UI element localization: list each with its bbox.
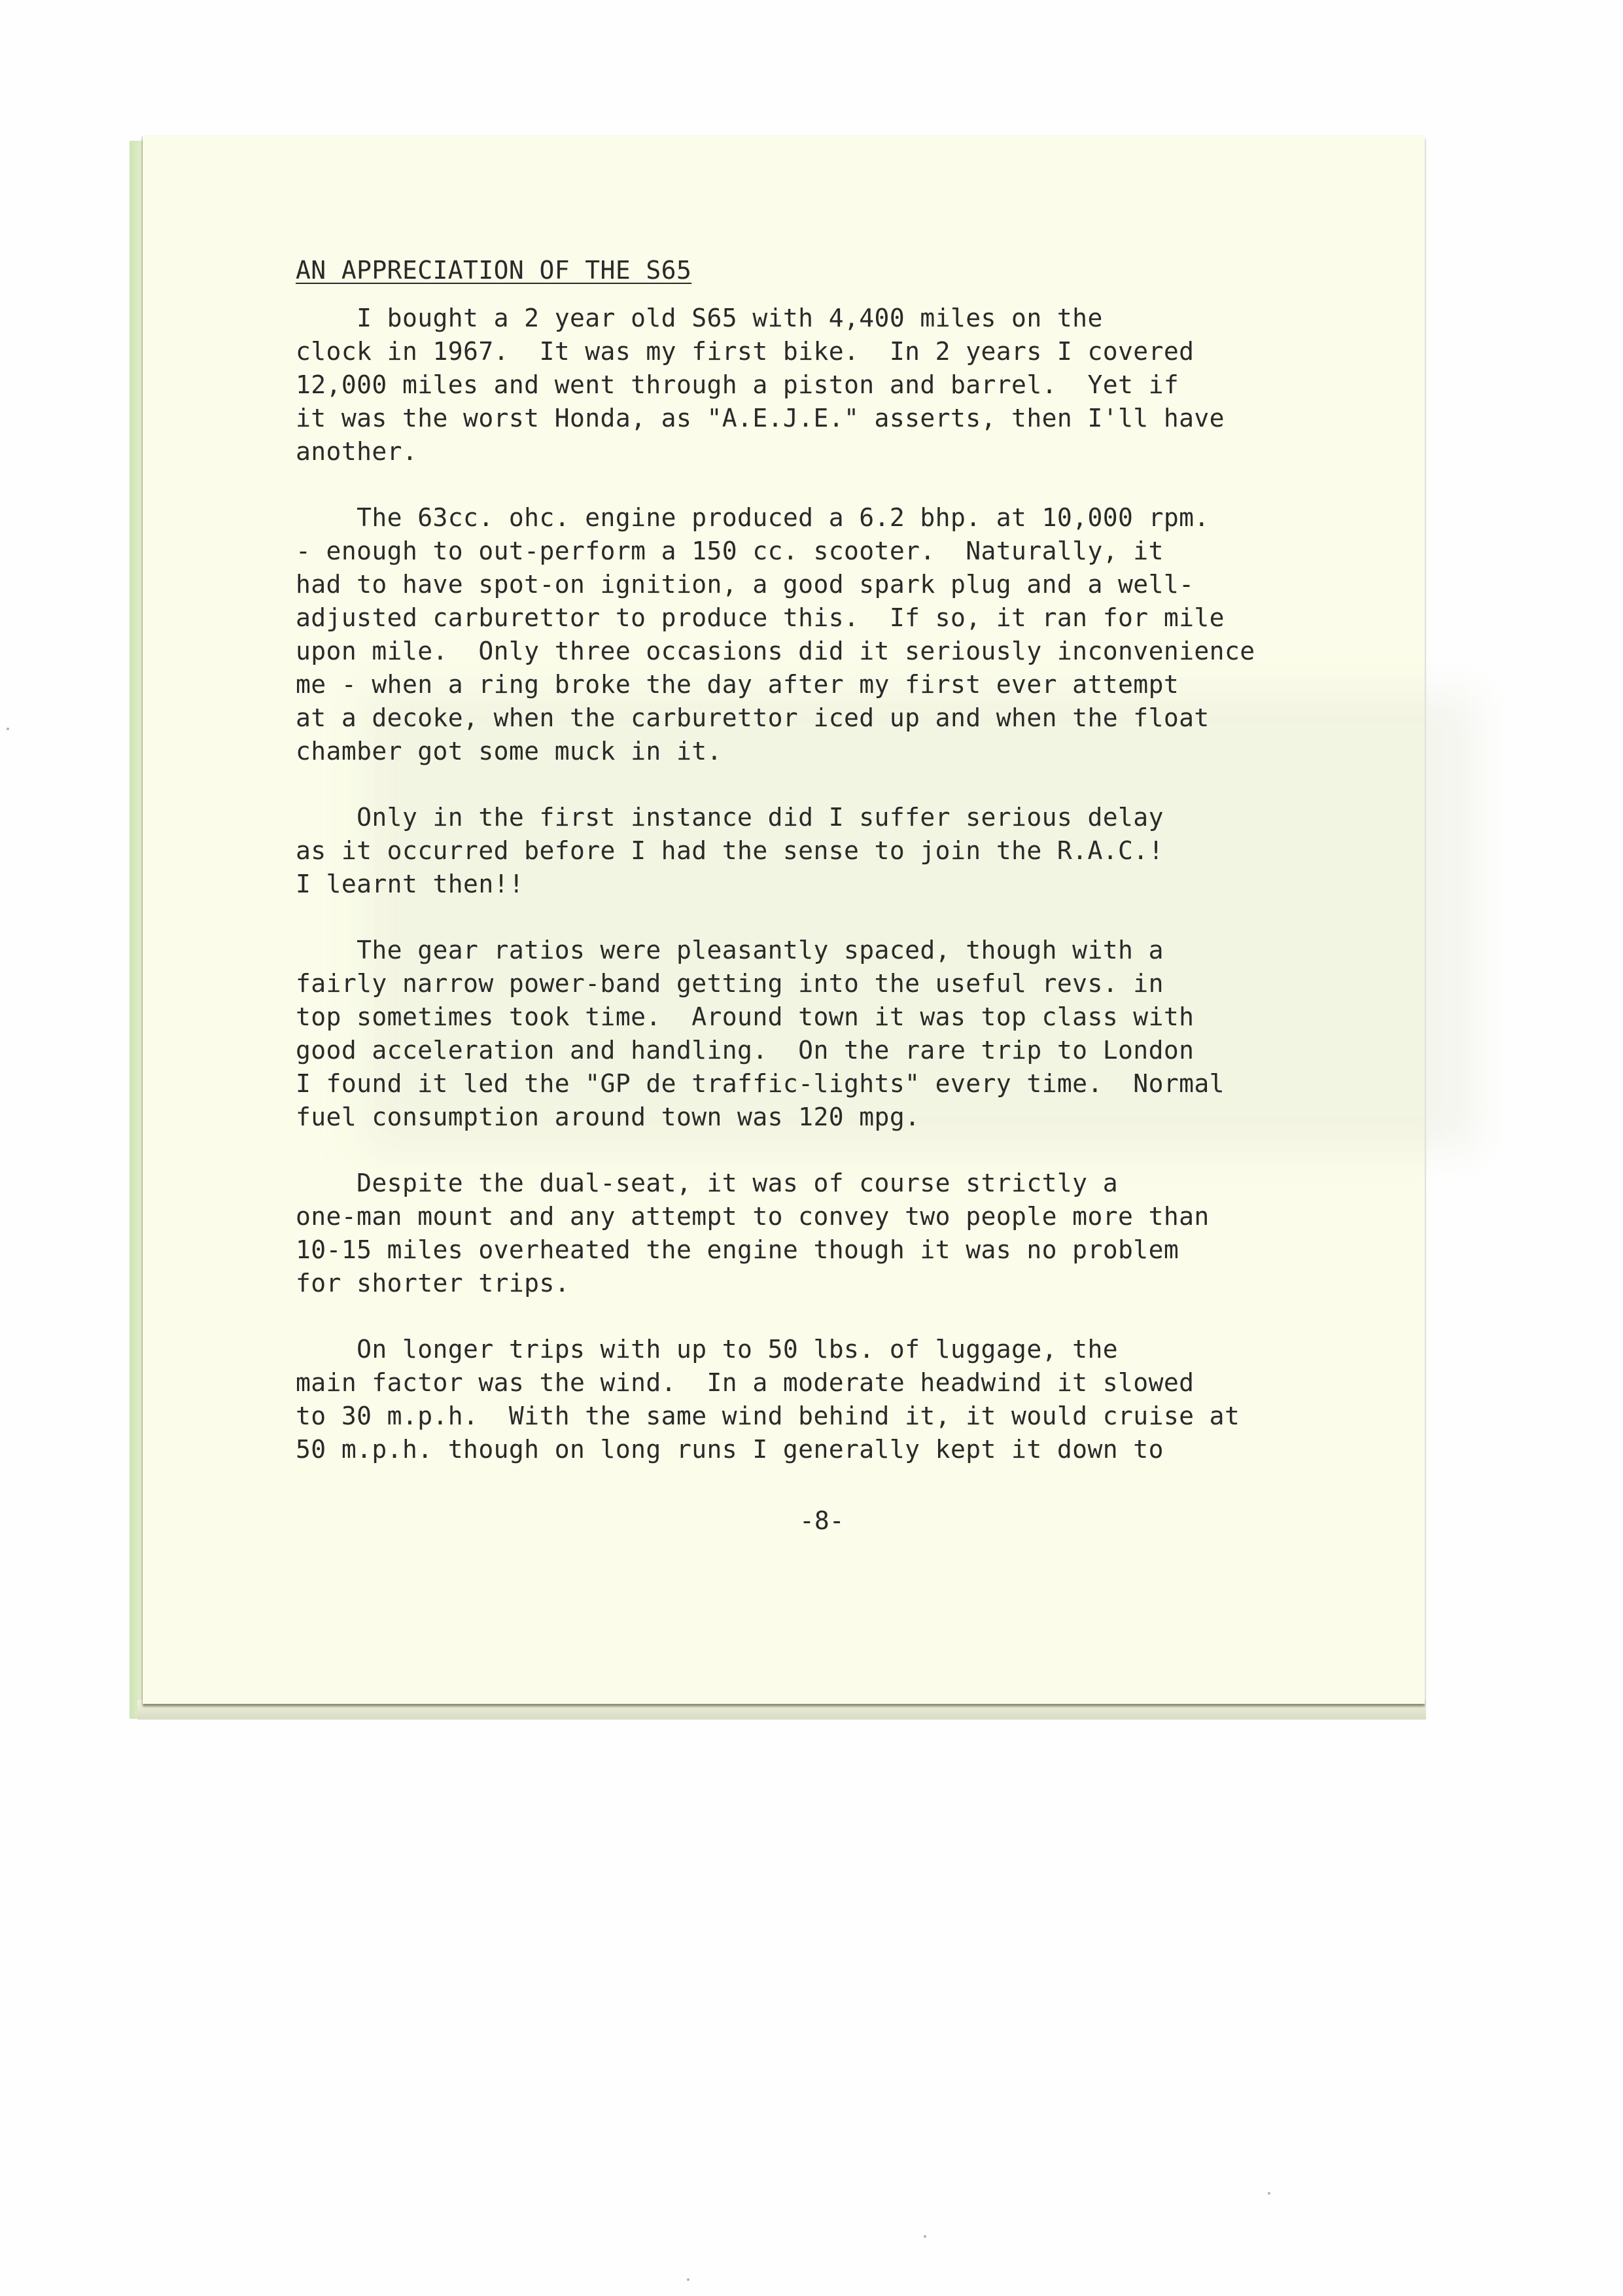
paragraph — [296, 1333, 1355, 1466]
text-line: top sometimes took time. Around town it was top class with — [296, 1002, 1195, 1031]
text-line: Despite the dual-seat, it was of course strictly a — [296, 1169, 1119, 1197]
paragraph — [296, 1167, 1355, 1300]
dust-speck — [687, 2278, 689, 2281]
text-line: at a decoke, when the carburettor iced up and when the float — [296, 703, 1210, 732]
text-line: main factor was the wind. In a moderate headwind it slowed — [296, 1368, 1195, 1397]
text-line: chamber got some muck in it. — [296, 737, 722, 766]
dust-speck — [7, 728, 9, 730]
text-line: I found it led the "GP de traffic-lights" every time. Normal — [296, 1069, 1225, 1098]
text-line: 10-15 miles overheated the engine though it was no problem — [296, 1235, 1179, 1264]
text-line: as it occurred before I had the sense to join the R.A.C.! — [296, 836, 1164, 865]
document-title: AN APPRECIATION OF THE S65 — [296, 256, 692, 285]
paragraph — [296, 801, 1355, 901]
dust-speck — [924, 2235, 926, 2238]
text-line: 50 m.p.h. though on long runs I generally kept it down to — [296, 1435, 1164, 1464]
text-line: fairly narrow power-band getting into the useful revs. in — [296, 969, 1164, 998]
text-line: clock in 1967. It was my first bike. In 2 years I covered — [296, 337, 1195, 366]
text-line: adjusted carburettor to produce this. If so, it ran for mile — [296, 603, 1225, 632]
text-line: The 63cc. ohc. engine produced a 6.2 bhp. at 10,000 rpm. — [296, 503, 1210, 532]
text-line: - enough to out-perform a 150 cc. scooter. Naturally, it — [296, 537, 1164, 565]
document-body — [296, 254, 1355, 1499]
page-number: -8- — [799, 1506, 845, 1535]
text-line: I bought a 2 year old S65 with 4,400 miles on the — [296, 304, 1103, 332]
dust-speck — [1268, 2192, 1270, 2195]
paragraph — [296, 501, 1355, 768]
text-line: On longer trips with up to 50 lbs. of luggage, the — [296, 1335, 1119, 1364]
text-line: 12,000 miles and went through a piston and barrel. Yet if — [296, 370, 1179, 399]
paragraph — [296, 302, 1355, 468]
text-line: fuel consumption around town was 120 mpg. — [296, 1103, 920, 1131]
text-line: another. — [296, 437, 418, 466]
text-line: Only in the first instance did I suffer serious delay — [296, 803, 1164, 832]
text-line: I learnt then!! — [296, 870, 525, 898]
text-line: upon mile. Only three occasions did it seriously inconvenience — [296, 637, 1255, 665]
paragraph-list — [296, 302, 1355, 1466]
text-line: it was the worst Honda, as "A.E.J.E." asserts, then I'll have — [296, 404, 1225, 433]
text-line: one-man mount and any attempt to convey two people more than — [296, 1202, 1210, 1231]
text-line: good acceleration and handling. On the rare trip to London — [296, 1036, 1195, 1065]
paragraph — [296, 934, 1355, 1134]
text-line: The gear ratios were pleasantly spaced, though with a — [296, 936, 1164, 964]
text-line: to 30 m.p.h. With the same wind behind it, it would cruise at — [296, 1402, 1240, 1430]
text-line: for shorter trips. — [296, 1269, 570, 1298]
text-line: me - when a ring broke the day after my first ever attempt — [296, 670, 1179, 699]
text-line: had to have spot-on ignition, a good spark plug and a well- — [296, 570, 1195, 599]
